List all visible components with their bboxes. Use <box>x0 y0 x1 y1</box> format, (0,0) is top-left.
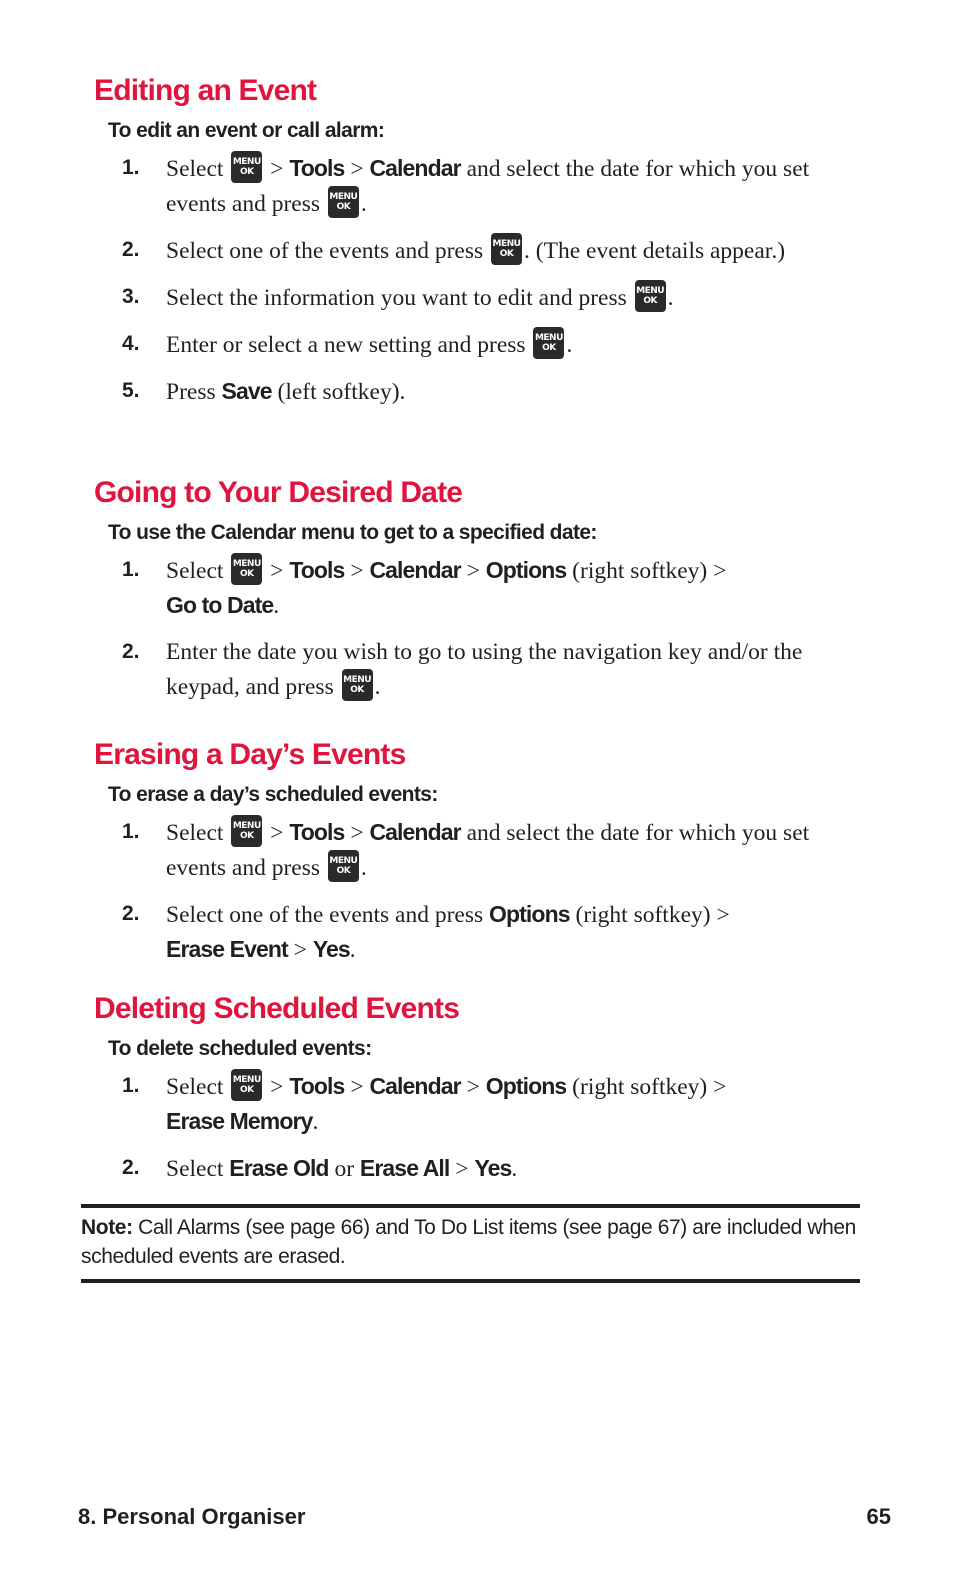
step-text: Enter the date you wish to go to using the navigation key and/or the keypad, and press <box>166 639 803 700</box>
key-label: Erase Memory <box>166 1108 313 1134</box>
section-intro: To erase a day’s scheduled events: <box>108 783 438 806</box>
step <box>94 280 874 315</box>
key-label: Tools <box>289 819 345 845</box>
step-number: 1. <box>122 156 140 179</box>
menu-ok-key-icon: MENU OK <box>231 151 262 183</box>
step <box>94 233 874 268</box>
note-text: Call Alarms (see page 66) and To Do List items (see page 67) are included when scheduled events are erased. <box>81 1216 856 1268</box>
separator: > <box>350 820 364 846</box>
menu-ok-key-icon: MENU OK <box>231 815 262 847</box>
separator: > <box>270 156 284 182</box>
section-title: Erasing a Day’s Events <box>94 738 406 771</box>
note-label: Note: <box>81 1216 133 1239</box>
separator: > <box>350 156 364 182</box>
step <box>94 374 874 409</box>
step <box>94 815 874 885</box>
step-text: Select <box>166 156 224 182</box>
separator: > <box>466 558 480 584</box>
separator: > <box>270 558 284 584</box>
step <box>94 897 874 967</box>
punctuation: . <box>566 332 573 358</box>
step-text: Select <box>166 1156 224 1182</box>
section-going-to-date <box>94 475 874 716</box>
steps-list <box>94 815 874 967</box>
step-text: . (The event details appear.) <box>524 238 786 264</box>
step-text: or <box>334 1156 355 1182</box>
key-label: Yes <box>474 1155 512 1181</box>
step-number: 4. <box>122 332 140 355</box>
step-number: 2. <box>122 640 140 663</box>
punctuation: . <box>374 674 381 700</box>
step-text: Enter or select a new setting and press <box>166 332 526 358</box>
step-text: Select <box>166 1074 224 1100</box>
key-label: Tools <box>289 155 345 181</box>
separator: > <box>466 1074 480 1100</box>
step-text: Press <box>166 379 216 405</box>
separator: > <box>270 1074 284 1100</box>
section-intro: To use the Calendar menu to get to a specified date: <box>108 521 597 544</box>
step-text: (right softkey) > <box>572 558 727 584</box>
step-number: 2. <box>122 238 140 261</box>
punctuation: . <box>312 1109 319 1135</box>
step-number: 3. <box>122 285 140 308</box>
separator: > <box>455 1156 469 1182</box>
section-title: Deleting Scheduled Events <box>94 992 460 1025</box>
section-title: Editing an Event <box>94 74 317 107</box>
step <box>94 635 874 704</box>
section-editing-event <box>94 73 874 421</box>
note-box <box>81 1204 860 1283</box>
separator: > <box>293 937 307 963</box>
menu-ok-key-icon: MENU OK <box>635 280 666 312</box>
key-label: Tools <box>289 557 345 583</box>
menu-ok-key-icon: MENU OK <box>231 1069 262 1101</box>
menu-ok-key-icon: MENU OK <box>533 327 564 359</box>
steps-list <box>94 1069 874 1186</box>
key-label: Go to Date <box>166 592 274 618</box>
key-label: Calendar <box>369 155 461 181</box>
step-number: 2. <box>122 902 140 925</box>
key-label: Erase Event <box>166 936 288 962</box>
step-number: 5. <box>122 379 140 402</box>
key-label: Erase Old <box>229 1155 329 1181</box>
key-label: Calendar <box>369 557 461 583</box>
key-label: Options <box>485 557 567 583</box>
steps-list <box>94 553 874 704</box>
steps-list <box>94 151 874 409</box>
step <box>94 1151 874 1186</box>
section-intro: To edit an event or call alarm: <box>108 119 385 142</box>
section-title: Going to Your Desired Date <box>94 476 463 509</box>
punctuation: . <box>273 593 280 619</box>
punctuation: . <box>360 191 367 217</box>
step-number: 1. <box>122 820 140 843</box>
punctuation: . <box>667 285 674 311</box>
step-text: Select one of the events and press <box>166 902 484 928</box>
menu-ok-key-icon: MENU OK <box>231 553 262 585</box>
key-label: Save <box>221 378 272 404</box>
section-intro: To delete scheduled events: <box>108 1037 372 1060</box>
separator: > <box>270 820 284 846</box>
step <box>94 151 874 221</box>
step <box>94 553 874 623</box>
step-text: Select <box>166 558 224 584</box>
menu-ok-key-icon: MENU OK <box>342 669 373 701</box>
step <box>94 327 874 362</box>
key-label: Options <box>485 1073 567 1099</box>
punctuation: . <box>511 1156 518 1182</box>
key-label: Options <box>489 901 570 927</box>
section-deleting-scheduled-events <box>94 991 874 1198</box>
step-text: and select the date for which you set events and press <box>166 156 810 217</box>
key-label: Calendar <box>369 819 461 845</box>
step <box>94 1069 874 1139</box>
separator: > <box>350 1074 364 1100</box>
punctuation: . <box>349 937 356 963</box>
key-label: Tools <box>289 1073 345 1099</box>
menu-ok-key-icon: MENU OK <box>328 850 359 882</box>
step-text: (right softkey) > <box>572 1074 727 1100</box>
punctuation: . <box>360 855 367 881</box>
step-text: Select the information you want to edit and press <box>166 285 627 311</box>
separator: > <box>350 558 364 584</box>
step-text: (left softkey). <box>277 379 406 405</box>
key-label: Calendar <box>369 1073 461 1099</box>
step-text: Select one of the events and press <box>166 238 484 264</box>
page-number: 65 <box>866 1504 891 1529</box>
step-text: Select <box>166 820 224 846</box>
step-number: 1. <box>122 1074 140 1097</box>
step-number: 2. <box>122 1156 140 1179</box>
key-label: Yes <box>312 936 350 962</box>
step-text: (right softkey) > <box>575 902 730 928</box>
section-erasing-days-events <box>94 737 874 979</box>
menu-ok-key-icon: MENU OK <box>491 233 522 265</box>
step-text: and select the date for which you set events and press <box>166 820 810 881</box>
step-number: 1. <box>122 558 140 581</box>
key-label: Erase All <box>359 1155 450 1181</box>
menu-ok-key-icon: MENU OK <box>328 186 359 218</box>
footer-chapter: 8. Personal Organiser <box>78 1504 306 1529</box>
